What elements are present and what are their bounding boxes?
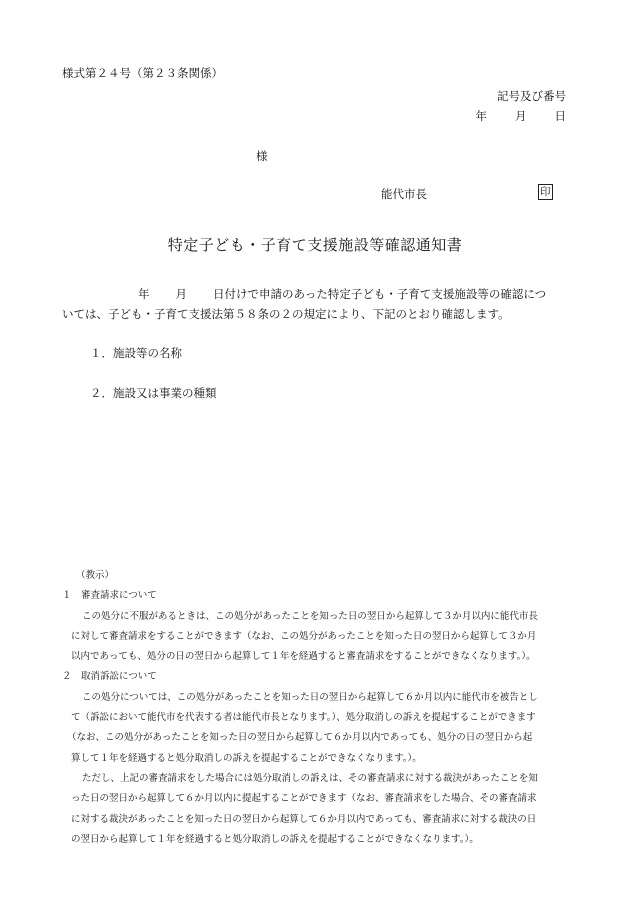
section2-line: 算して１年を経過すると処分取消しの訴えを提起することができなくなります。）。: [71, 752, 422, 764]
section2-extra-line: に対する裁決があったことを知った日の翌日から起算して６か月以内であっても、審査請求に対する裁決の日: [71, 813, 537, 825]
notice-header: （教示）: [76, 570, 115, 581]
date-year: 年: [475, 109, 487, 123]
section2-line: （なお、この処分があったことを知った日の翌日から起算して６か月以内であっても、処分の日の翌日から起: [67, 732, 533, 744]
section2-line: て（訴訟において能代市を代表する者は能代市長となります。）、処分取消しの訴えを提起することができます: [71, 712, 536, 724]
body-line-1: [62, 284, 546, 304]
body-line1-text: 日付けで申請のあった特定子ども・子育て支援施設等の確認につ: [213, 287, 547, 301]
section1-line: に対して審査請求をすることができます（なお、この処分があったことを知った日の翌日から起算して３か月: [71, 630, 537, 642]
date-month: 月: [515, 109, 527, 123]
issue-date: [476, 108, 567, 124]
addressee: 様: [256, 149, 268, 163]
section2-extra-line: った日の翌日から起算して６か月以内に提起することができます（なお、審査請求をした場合、その審査請求: [71, 793, 537, 805]
appeal-notice: [62, 566, 582, 850]
body-year: 年: [138, 287, 150, 301]
date-day: 日: [554, 109, 566, 123]
section2-line: この処分については、この処分があったことを知った日の翌日から起算して６か月以内に能代市を被告とし: [82, 691, 538, 703]
item-facility-name: １．施設等の名称: [90, 346, 182, 360]
section1-line: この処分に不服があるときは、この処分があったことを知った日の翌日から起算して３か月以内に能代市長: [82, 610, 538, 622]
document-title: 特定子ども・子育て支援施設等確認通知書: [167, 236, 463, 254]
section2-title: ２ 取消訴訟について: [62, 671, 157, 683]
body-paragraph: [62, 284, 546, 324]
section1-line: 以内であっても、処分の日の翌日から起算して１年を経過すると審査請求をすることができなくなります。）。: [71, 651, 536, 663]
body-line-2: いては、子ども・子育て支援法第５８条の２の規定により、下記のとおり確認します。: [62, 307, 510, 321]
seal-mark: 印: [540, 186, 551, 198]
body-month: 月: [175, 287, 187, 301]
form-number: 様式第２４号（第２３条関係）: [62, 66, 223, 80]
section2-extra-line: の翌日から起算して１年を経過すると処分取消しの訴えを提起することができなくなります。）。: [71, 833, 479, 845]
item-facility-type: ２．施設又は事業の種類: [90, 386, 217, 400]
section1-title: １ 審査請求について: [62, 590, 157, 602]
reference-number-label: 記号及び番号: [497, 89, 566, 103]
sender-name: 能代市長: [381, 187, 427, 201]
section2-extra-line: ただし、上記の審査請求をした場合には処分取消しの訴えは、その審査請求に対する裁決があったことを知: [82, 772, 538, 784]
